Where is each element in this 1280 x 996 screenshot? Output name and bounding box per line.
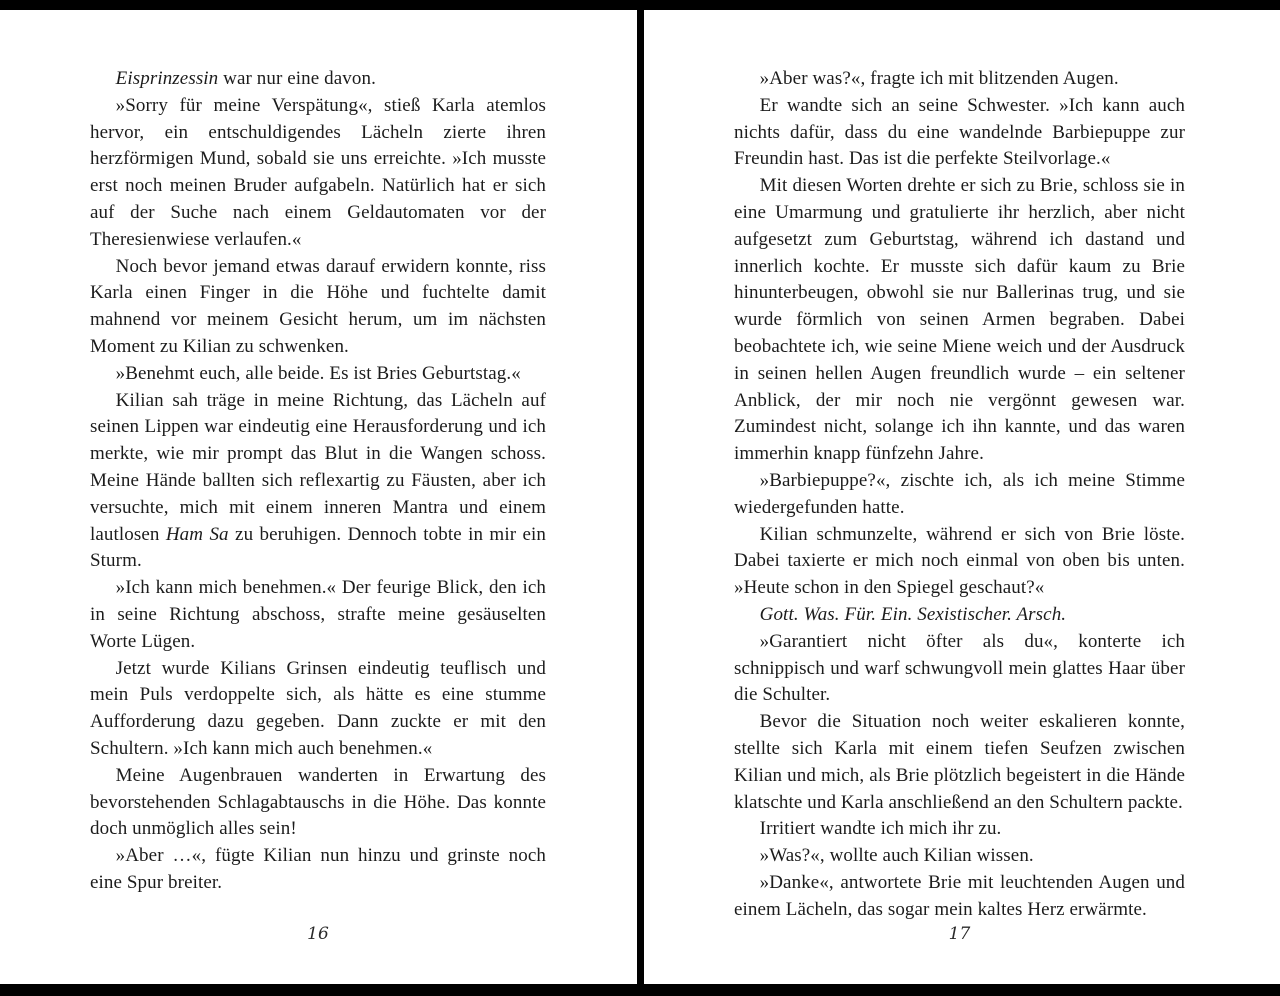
text-segment: »Danke«, antwortete Brie mit leuchtenden Augen und einem Lächeln, das sogar mein kaltes Herz erwärmte. [734, 871, 1185, 920]
text-segment: Eisprinzessin [115, 68, 219, 89]
paragraph [734, 816, 1185, 843]
paragraph [90, 361, 546, 388]
paragraph [734, 468, 1185, 522]
paragraph [90, 66, 546, 93]
paragraph [734, 843, 1185, 870]
text-segment: Gott. Was. Für. Ein. Sexistischer. Arsch. [759, 603, 1067, 625]
text-segment: »Garantiert nicht öfter als du«, konterte ich schnippisch und warf schwungvoll mein glattes Haar über die Schulter. [734, 630, 1185, 706]
paragraph [734, 173, 1185, 468]
paragraph [90, 763, 546, 843]
right-page-text [734, 66, 1185, 924]
text-segment: Jetzt wurde Kilians Grinsen eindeutig teuflisch und mein Puls verdoppelte sich, als hätte es eine stumme Aufforderung dazu gegeben. Dann zuckte er mit den Schultern. »Ich kann mich auch benehmen.« [90, 657, 546, 759]
text-segment: Ham Sa [165, 523, 229, 545]
paragraph [90, 575, 546, 655]
text-segment: Er wandte sich an seine Schwester. »Ich kann auch nichts dafür, dass du eine wandelnde Barbiepuppe zur Freundin hast. Das ist die perfekte Steilvorlage.« [734, 94, 1185, 170]
text-segment: Mit diesen Worten drehte er sich zu Brie, schloss sie in eine Umarmung und gratulierte ihr herzlich, aber nicht aufgesetzt zum Geburtstag, während ich dastand und innerlich kochte. Er musste sich dafür kaum zu Brie hinunterbeugen, obwohl sie nur Ballerinas trug, und sie wurde förmlich von seinen Armen begraben. Dabei beobachtete ich, wie seine Miene weich und der Ausdruck in seinen hellen Augen freundlich wurde – ein seltener Anblick, der mir noch nie vergönnt gewesen war. Zumindest nicht, solange ich ihn kannte, und das waren immerhin knapp fünfzehn Jahre. [734, 175, 1185, 465]
left-page-text [90, 66, 546, 897]
paragraph [90, 388, 546, 576]
text-segment: »Aber …«, fügte Kilian nun hinzu und grinste noch eine Spur breiter. [90, 845, 546, 893]
page-number-left: 16 [307, 924, 329, 944]
text-segment: Bevor die Situation noch weiter eskalieren konnte, stellte sich Karla mit einem tiefen Seufzen zwischen Kilian und mich, als Brie plötzlich begeistert in die Hände klatschte und Karla anschließend an den Schultern packte. [734, 711, 1185, 813]
text-segment: »Barbiepuppe?«, zischte ich, als ich meine Stimme wiedergefunden hatte. [734, 469, 1185, 518]
paragraph [734, 602, 1185, 629]
text-segment: zu beruhigen. Dennoch tobte in mir ein Sturm. [90, 523, 546, 572]
right-page [644, 0, 1280, 996]
page-number-right: 17 [948, 924, 971, 944]
gutter-divider [637, 0, 644, 996]
text-segment: Kilian schmunzelte, während er sich von Brie löste. Dabei taxierte er mich noch einmal von oben bis unten. »Heute schon in den Spiegel geschaut?« [734, 523, 1185, 599]
paragraph [734, 629, 1185, 709]
paragraph [734, 870, 1185, 924]
text-segment: Meine Augenbrauen wanderten in Erwartung des bevorstehenden Schlagabtauschs in die Höhe. Das konnte doch unmöglich alles sein! [90, 764, 546, 840]
text-segment: Kilian sah träge in meine Richtung, das Lächeln auf seinen Lippen war eindeutig eine Herausforderung und ich merkte, wie mir prompt das Blut in die Wangen schoss. Meine Hände ballten sich reflexartig zu Fäusten, aber ich versuchte, mich mit einem inneren Mantra und einem lautlosen [90, 389, 546, 545]
text-segment: war nur eine davon. [218, 68, 376, 89]
paragraph [90, 656, 546, 763]
paragraph [734, 522, 1185, 602]
text-segment: Irritiert wandte ich mich ihr zu. [759, 818, 1002, 840]
paragraph [90, 93, 546, 254]
text-segment: »Ich kann mich benehmen.« Der feurige Blick, den ich in seine Richtung abschoss, strafte meine gesäuselten Worte Lügen. [90, 577, 546, 652]
text-segment: »Sorry für meine Verspätung«, stieß Karla atemlos hervor, ein entschuldigendes Lächeln zierte ihren herzförmigen Mund, sobald sie uns erreichte. »Ich musste erst noch meinen Bruder aufgabeln. Natürlich hat er sich auf der Suche nach einem Geldautomaten vor der Theresienwiese verlaufen.« [90, 94, 546, 250]
paragraph [734, 66, 1185, 93]
paragraph [90, 843, 546, 897]
text-segment: »Aber was?«, fragte ich mit blitzenden Augen. [759, 68, 1119, 89]
text-segment: »Benehmt euch, alle beide. Es ist Bries Geburtstag.« [115, 362, 521, 384]
text-segment: »Was?«, wollte auch Kilian wissen. [759, 845, 1034, 867]
paragraph [734, 93, 1185, 173]
scan-edge-bottom [0, 984, 1280, 996]
text-segment: Noch bevor jemand etwas darauf erwidern konnte, riss Karla einen Finger in die Höhe und fuchtelte damit mahnend vor meinem Gesicht herum, um im nächsten Moment zu Kilian zu schwenken. [90, 255, 546, 357]
paragraph [90, 254, 546, 361]
left-page [0, 0, 637, 996]
paragraph [734, 709, 1185, 816]
